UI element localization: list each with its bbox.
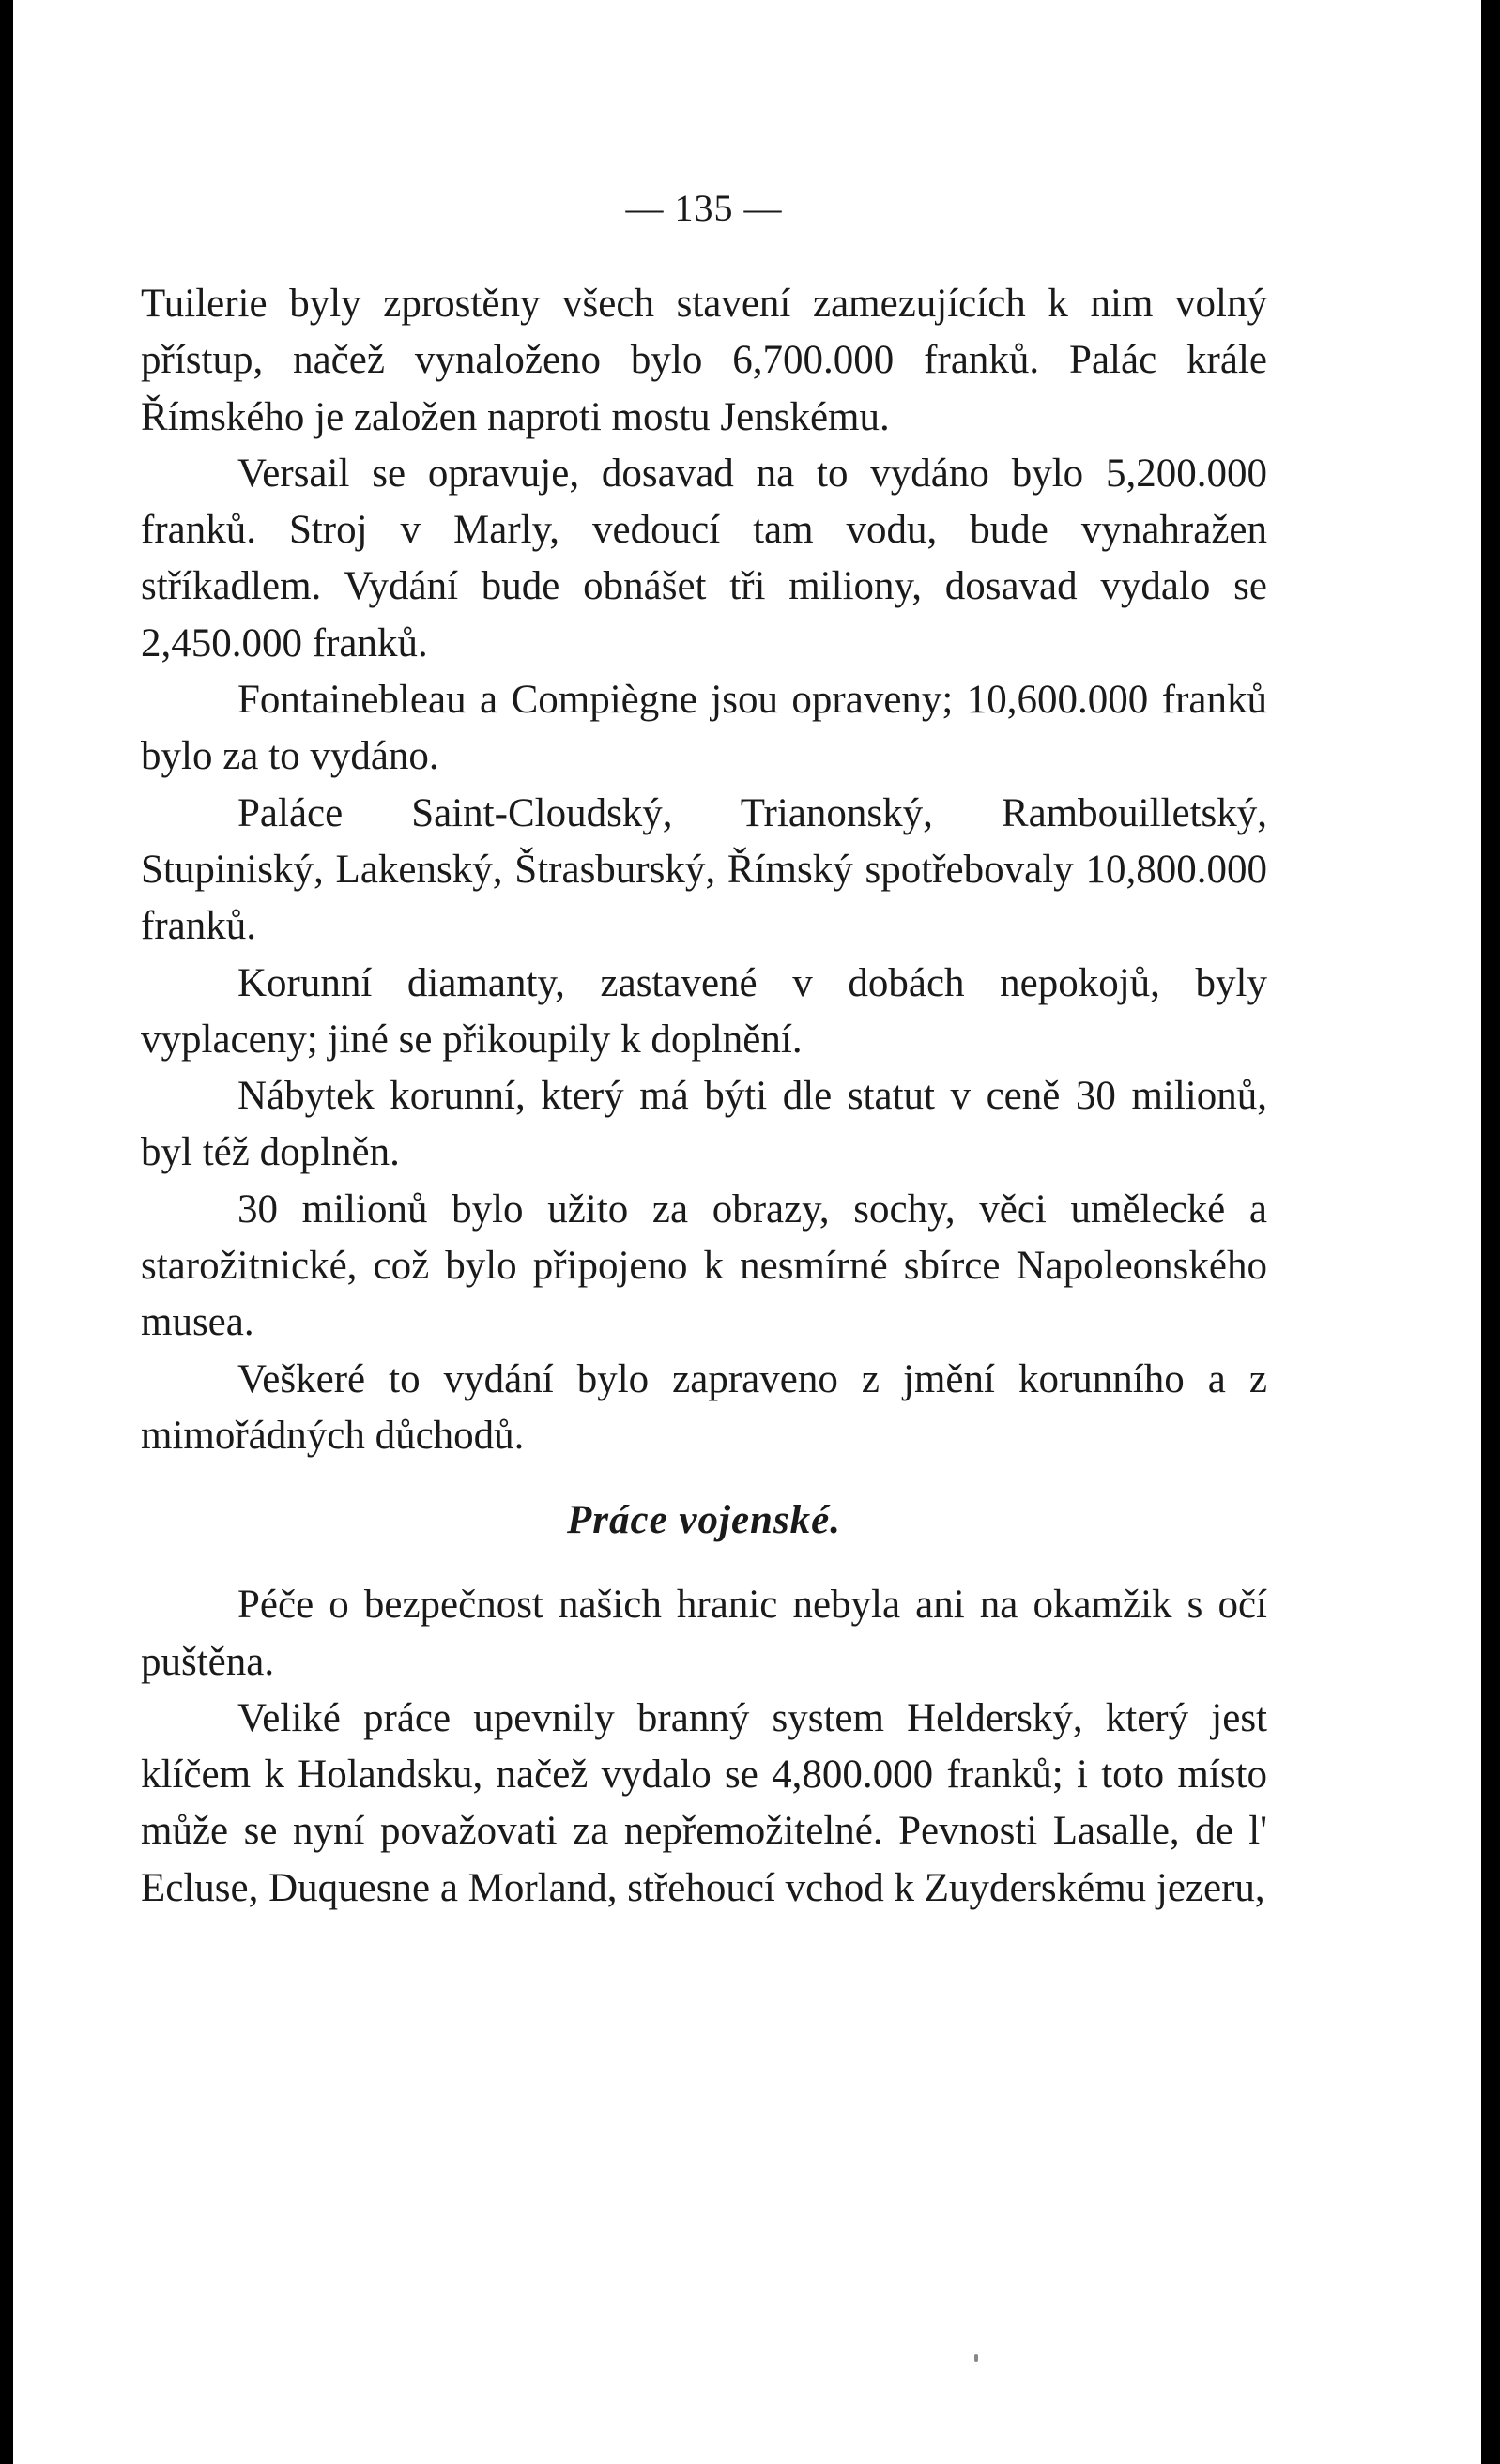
paragraph-helder: Veliké práce upevnily branný system Helderský, který jest klíčem k Holandsku, načež vydalo se 4,800.000 franků; i toto místo může se nyní považovati za nepřemožitelné. Pevnosti Lasalle, de l' Ecluse, Duquesne a Morland, střehoucí vchod k Zuyderskému jezeru,: [141, 1695, 1267, 1910]
paragraph-furniture: Nábytek korunní, který má býti dle statut v ceně 30 milionů, byl též doplněn.: [141, 1074, 1267, 1175]
paragraph-diamonds: Korunní diamanty, zastavené v dobách nepokojů, byly vyplaceny; jiné se přikoupily k doplnění.: [141, 960, 1267, 1062]
section-heading: Práce vojenské.: [566, 1498, 842, 1543]
paragraph-versail: Versail se opravuje, dosavad na to vydáno bylo 5,200.000 franků. Stroj v Marly, vedoucí tam vodu, bude vynahražen stříkadlem. Vydání bude obnášet tři miliony, dosavad vydalo se 2,450.000 franků.: [141, 451, 1267, 666]
paragraph-expenses: Veškeré to vydání bylo zapraveno z jmění korunního a z mimořádných důchodů.: [141, 1356, 1267, 1458]
scan-left-edge: [0, 0, 13, 2464]
scan-right-edge: [1481, 0, 1500, 2464]
paragraph-art: 30 milionů bylo užito za obrazy, sochy, věci umělecké a starožitnické, což bylo připojeno k nesmírné sbírce Napoleonského musea.: [141, 1186, 1267, 1345]
body-text: [141, 276, 1267, 1917]
paragraph-tuilerie: Tuilerie byly zprostěny všech stavení zamezujících k nim volný přístup, načež vynaloženo bylo 6,700.000 franků. Palác krále Římského je založen naproti mostu Jenskému.: [141, 282, 1267, 439]
paragraph-fontainebleau: Fontainebleau a Compiègne jsou opraveny; 10,600.000 franků bylo za to vydáno.: [141, 678, 1267, 779]
book-page: [141, 0, 1267, 2464]
paragraph-palaces: Paláce Saint-Cloudský, Trianonský, Rambouilletský, Stupiniský, Lakenský, Štrasburský, Římský spotřebovaly 10,800.000 franků.: [141, 790, 1267, 949]
paragraph-borders: Péče o bezpečnost našich hranic nebyla ani na okamžik s očí puštěna.: [141, 1583, 1267, 1684]
scan-speck: [974, 2354, 978, 2362]
page-number: — 135 —: [625, 187, 783, 229]
